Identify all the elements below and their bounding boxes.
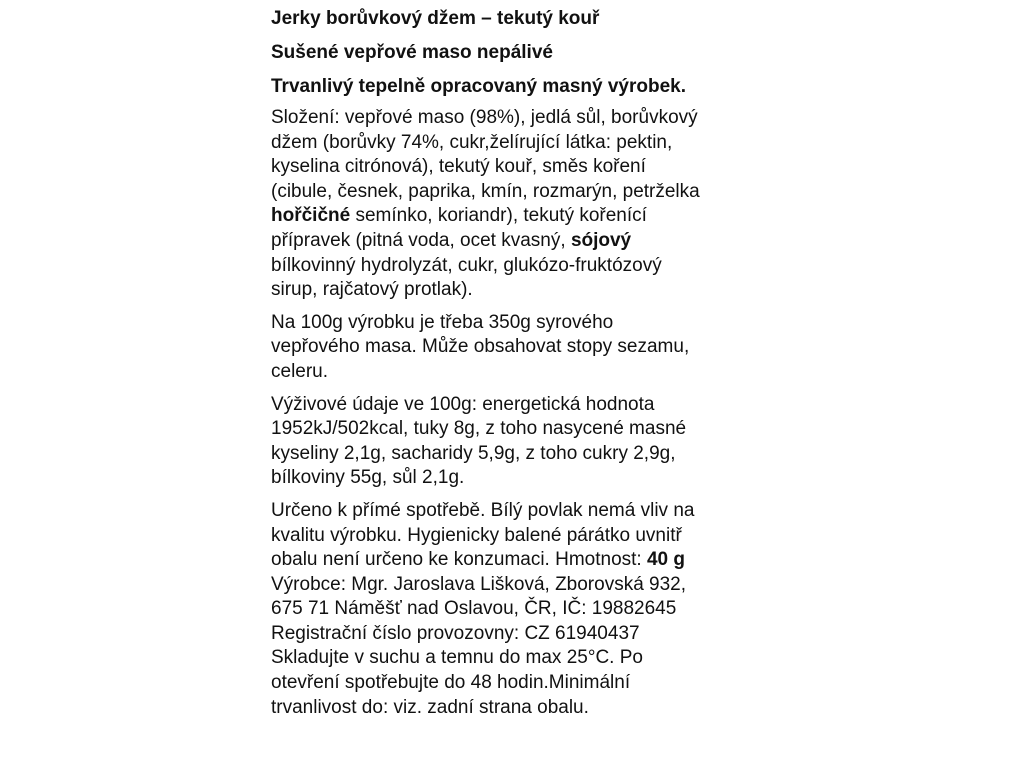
composition-line: sirup, rajčatový protlak).: [271, 279, 473, 301]
composition-line: džem (borůvky 74%, cukr,želírující látka: pektin,: [271, 131, 673, 153]
registration-line: Registrační číslo provozovny: CZ 61940437: [271, 622, 640, 644]
meat-note-line: Na 100g výrobku je třeba 350g syrového: [271, 311, 614, 333]
nutrition-line: kyseliny 2,1g, sacharidy 5,9g, z toho cukry 2,9g,: [271, 442, 676, 464]
nutrition-line: bílkoviny 55g, sůl 2,1g.: [271, 467, 465, 489]
composition-line: kyselina citrónová), tekutý kouř, směs koření: [271, 156, 646, 178]
info-line: kvalitu výrobku. Hygienicky balené párátko uvnitř: [271, 524, 682, 546]
composition-paragraph: [271, 106, 771, 303]
address-line: 675 71 Náměšť nad Oslavou, ČR, IČ: 19882645: [271, 598, 677, 620]
allergen-mustard: hořčičné: [271, 205, 351, 227]
storage-line: otevření spotřebujte do 48 hodin.Minimální: [271, 672, 631, 694]
nutrition-paragraph: [271, 393, 771, 491]
allergen-soy: sójový: [570, 229, 632, 251]
info-text: obalu není určeno ke konzumaci. Hmotnost:: [271, 549, 647, 571]
product-name-heading: Jerky borůvkový džem – tekutý kouř: [271, 8, 600, 29]
info-paragraph: [271, 499, 771, 720]
product-type-heading: Sušené vepřové maso nepálivé: [271, 42, 553, 63]
composition-line: [271, 204, 771, 229]
composition-line: (cibule, česnek, paprika, kmín, rozmarýn, petrželka: [271, 180, 700, 202]
composition-text: semínko, koriandr), tekutý kořenící: [350, 205, 647, 227]
info-line: [271, 548, 771, 573]
shelf-life-line: trvanlivost do: viz. zadní strana obalu.: [271, 696, 589, 718]
composition-line: bílkovinný hydrolyzát, cukr, glukózo-fruktózový: [271, 254, 662, 276]
producer-line: Výrobce: Mgr. Jaroslava Lišková, Zborovská 932,: [271, 573, 687, 595]
meat-note-line: celeru.: [271, 360, 329, 382]
composition-line: [271, 229, 771, 254]
nutrition-line: Výživové údaje ve 100g: energetická hodnota: [271, 393, 655, 415]
product-label: [271, 4, 771, 728]
product-category-heading: Trvanlivý tepelně opracovaný masný výrobek.: [271, 76, 687, 97]
nutrition-line: 1952kJ/502kcal, tuky 8g, z toho nasycené masné: [271, 418, 687, 440]
composition-line: Složení: vepřové maso (98%), jedlá sůl, borůvkový: [271, 107, 698, 128]
meat-note-paragraph: [271, 311, 771, 385]
net-weight: 40 g: [646, 549, 686, 571]
storage-line: Skladujte v suchu a temnu do max 25°C. Po: [271, 647, 643, 669]
meat-note-line: vepřového masa. Může obsahovat stopy sezamu,: [271, 336, 690, 358]
info-line: Určeno k přímé spotřebě. Bílý povlak nemá vliv na: [271, 499, 695, 521]
composition-text: přípravek (pitná voda, ocet kvasný,: [271, 229, 571, 251]
